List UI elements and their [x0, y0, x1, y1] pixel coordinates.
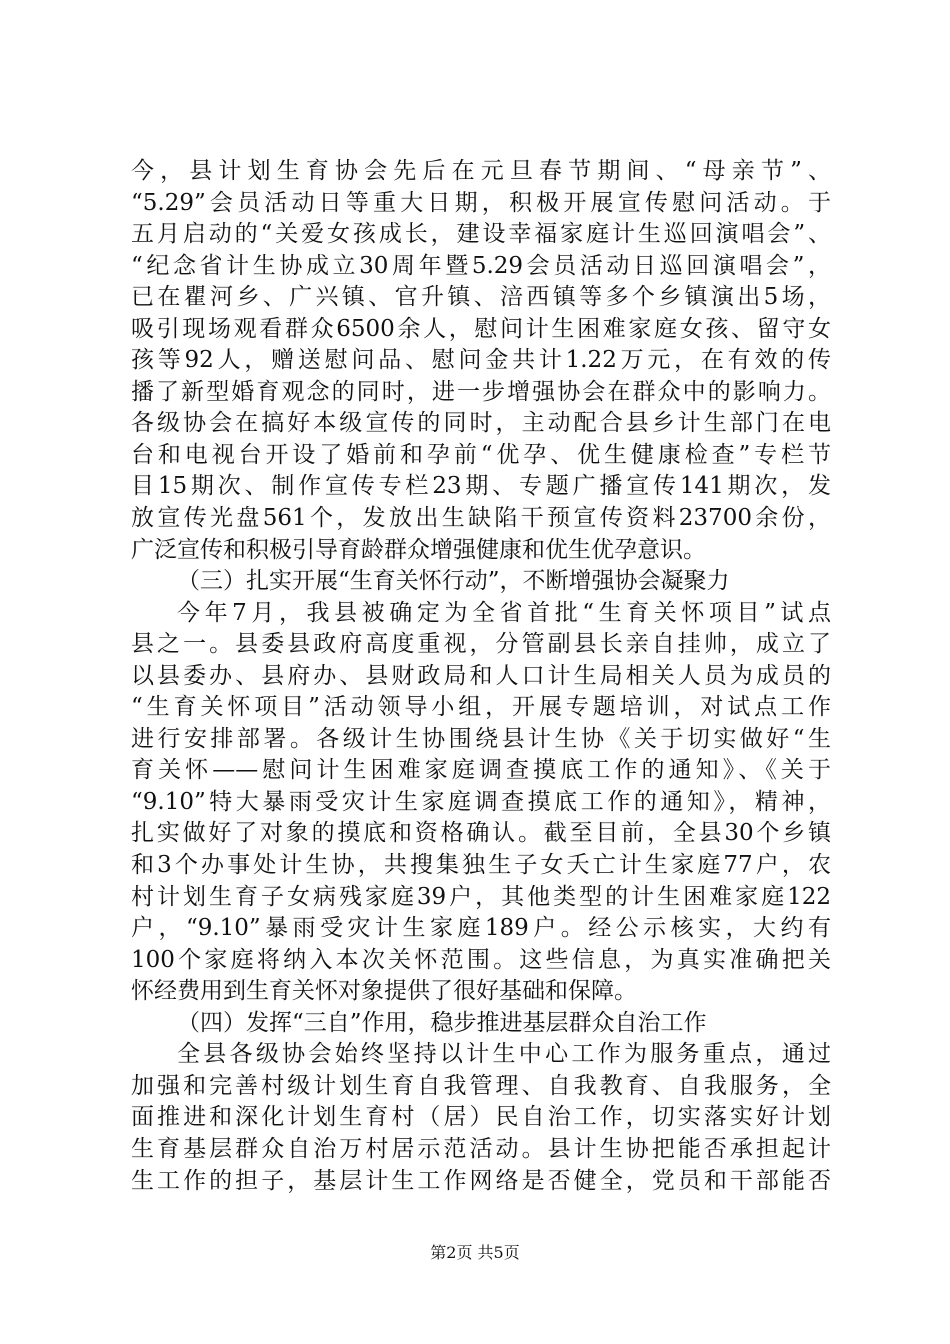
text-line: 全县各级协会始终坚持以计生中心工作为服务重点，通过	[177, 1041, 831, 1068]
text-line: “9.10”特大暴雨受灾计生家庭调查摸底工作的通知》，精神，	[131, 788, 831, 815]
text-line: 进行安排部署。各级计生协围绕县计生协《关于切实做好“生	[131, 725, 831, 752]
text-line: 育关怀——慰问计生困难家庭调查摸底工作的通知》、《关于	[131, 757, 831, 784]
text-line: “生育关怀项目”活动领导小组，开展专题培训，对试点工作	[131, 694, 831, 721]
text-line: 今年7月，我县被确定为全省首批“生育关怀项目”试点	[177, 599, 831, 626]
text-line: 广泛宣传和积极引导育龄群众增强健康和优生优孕意识。	[131, 536, 706, 563]
text-line: 和3个办事处计生协，共搜集独生子女夭亡计生家庭77户，农	[131, 852, 831, 879]
text-line: 生育基层群众自治万村居示范活动。县计生协把能否承担起计	[131, 1135, 831, 1162]
section-heading: （三）扎实开展“生育关怀行动”，不断增强协会凝聚力	[177, 568, 730, 595]
text-line: 台和电视台开设了婚前和孕前“优孕、优生健康检查”专栏节	[131, 441, 831, 468]
text-line: 各级协会在搞好本级宣传的同时，主动配合县乡计生部门在电	[131, 410, 831, 437]
text-line: 目15期次、制作宣传专栏23期、专题广播宣传141期次，发	[131, 473, 831, 500]
text-line: 孩等92人，赠送慰问品、慰问金共计1.22万元，在有效的传	[131, 347, 831, 374]
text-line: 今，县计划生育协会先后在元旦春节期间、“母亲节”、	[131, 158, 831, 184]
text-line: 扎实做好了对象的摸底和资格确认。截至目前，全县30个乡镇	[131, 820, 831, 847]
text-line: 放宣传光盘561个，发放出生缺陷干预宣传资料23700余份，	[131, 505, 831, 532]
text-line: 以县委办、县府办、县财政局和人口计生局相关人员为成员的	[131, 662, 831, 689]
body-text	[131, 156, 831, 1197]
section-heading: （四）发挥“三自”作用，稳步推进基层群众自治工作	[177, 1009, 707, 1036]
text-line: 户，“9.10”暴雨受灾计生家庭189户。经公示核实，大约有	[131, 915, 831, 942]
text-line: 面推进和深化计划生育村（居）民自治工作，切实落实好计划	[131, 1104, 831, 1131]
text-line: 已在瞿河乡、广兴镇、官升镇、涪西镇等多个乡镇演出5场，	[131, 284, 831, 311]
text-line: 100个家庭将纳入本次关怀范围。这些信息，为真实准确把关	[131, 946, 831, 973]
text-line: “纪念省计生协成立30周年暨5.29会员活动日巡回演唱会”，	[131, 252, 831, 279]
text-line: “5.29”会员活动日等重大日期，积极开展宣传慰问活动。于	[131, 189, 831, 216]
text-line: 怀经费用到生育关怀对象提供了很好基础和保障。	[131, 978, 637, 1005]
text-line: 县之一。县委县政府高度重视，分管副县长亲自挂帅，成立了	[131, 631, 831, 658]
text-line: 吸引现场观看群众6500余人，慰问计生困难家庭女孩、留守女	[131, 315, 831, 342]
page-number-footer: 第2页 共5页	[430, 1243, 520, 1262]
text-line: 加强和完善村级计划生育自我管理、自我教育、自我服务，全	[131, 1072, 831, 1099]
text-line: 播了新型婚育观念的同时，进一步增强协会在群众中的影响力。	[131, 378, 831, 405]
text-line: 五月启动的“关爱女孩成长，建设幸福家庭计生巡回演唱会”、	[131, 221, 831, 248]
text-line: 村计划生育子女病残家庭39户，其他类型的计生困难家庭122	[131, 883, 831, 910]
text-line: 生工作的担子，基层计生工作网络是否健全，党员和干部能否	[131, 1167, 831, 1194]
